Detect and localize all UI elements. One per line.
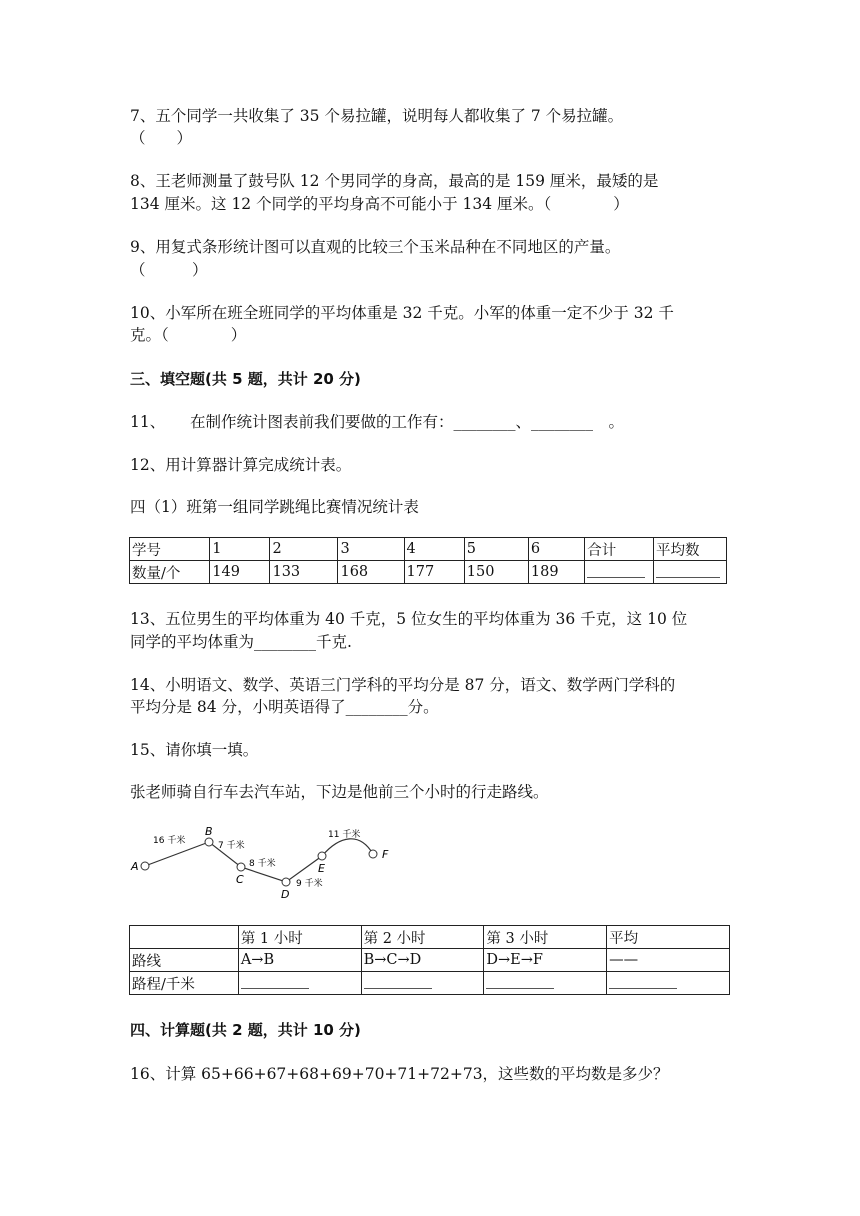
header-cell: 3 [338, 538, 404, 561]
point-a-marker [141, 862, 149, 870]
header-cell: 2 [270, 538, 338, 561]
question-16-text: 16、计算 65+66+67+68+69+70+71+72+73，这些数的平均数是多少？ [130, 1065, 669, 1083]
header-cell: 4 [404, 538, 464, 561]
route-table [129, 925, 730, 995]
point-d-label: D [281, 888, 290, 901]
total-answer-cell[interactable] [585, 561, 654, 584]
point-e-label: E [318, 862, 325, 875]
point-c-label: C [236, 873, 244, 886]
point-f-label: F [382, 848, 389, 861]
question-13-line1: 13、五位男生的平均体重为 40 千克，5 位女生的平均体重为 36 千克，这 10 位 [130, 610, 688, 628]
table-cell: B→C→D [361, 949, 484, 972]
header-cell: 合计 [585, 538, 654, 561]
distance-label-cd: 8 千米 [249, 859, 276, 869]
row-label: 路线 [130, 949, 239, 972]
distance-answer-cell[interactable] [238, 972, 361, 995]
header-cell: 第 1 小时 [238, 926, 361, 949]
question-15-text: 15、请你填一填。 [130, 741, 259, 759]
distance-label-ab: 16 千米 [153, 836, 186, 846]
header-cell: 平均数 [654, 538, 727, 561]
question-9-line1: 9、用复式条形统计图可以直观的比较三个玉米品种在不同地区的产量。 [130, 238, 621, 256]
table-caption: 四（1）班第一组同学跳绳比赛情况统计表 [130, 498, 419, 516]
section-3-heading: 三、填空题(共 5 题，共计 20 分) [130, 370, 361, 388]
question-14-line1: 14、小明语文、数学、英语三门学科的平均分是 87 分，语文、数学两门学科的 [130, 676, 676, 694]
point-a-label: A [131, 860, 139, 873]
table-row [130, 949, 730, 972]
route-diagram [125, 820, 405, 905]
point-f-marker [369, 850, 377, 858]
question-11-number: 11、 [130, 413, 166, 431]
header-cell: 第 2 小时 [361, 926, 484, 949]
average-answer-cell[interactable] [607, 972, 730, 995]
point-b-label: B [205, 825, 213, 838]
header-cell: 6 [528, 538, 584, 561]
distance-label-bc: 7 千米 [218, 841, 245, 851]
header-cell [130, 926, 239, 949]
table-cell: 133 [270, 561, 338, 584]
table-row [130, 972, 730, 995]
question-14-line2: 平均分是 84 分，小明英语得了________分。 [130, 698, 439, 716]
jump-rope-table [129, 537, 727, 584]
header-cell: 5 [464, 538, 528, 561]
point-d-marker [282, 878, 290, 886]
question-8-line1: 8、王老师测量了鼓号队 12 个男同学的身高，最高的是 159 厘米，最矮的是 [130, 172, 659, 190]
question-7-line1: 7、五个同学一共收集了 35 个易拉罐，说明每人都收集了 7 个易拉罐。 [130, 107, 624, 125]
header-cell: 学号 [130, 538, 210, 561]
question-15-description: 张老师骑自行车去汽车站，下边是他前三个小时的行走路线。 [130, 783, 549, 801]
distance-label-ef: 11 千米 [328, 830, 361, 840]
table-cell: A→B [238, 949, 361, 972]
question-10-line2: 克。（ ） [130, 326, 247, 344]
table-cell: 168 [338, 561, 404, 584]
table-header-row [130, 538, 727, 561]
average-answer-cell[interactable] [654, 561, 727, 584]
table-cell: —— [607, 949, 730, 972]
header-cell: 1 [210, 538, 270, 561]
question-13-line2: 同学的平均体重为________千克. [130, 633, 352, 651]
section-4-heading: 四、计算题(共 2 题，共计 10 分) [130, 1021, 361, 1039]
question-12-text: 12、用计算器计算完成统计表。 [130, 456, 352, 474]
table-row [130, 561, 727, 584]
point-e-marker [318, 852, 326, 860]
question-7-answer-bracket: （ ） [130, 129, 193, 147]
header-cell: 第 3 小时 [484, 926, 607, 949]
table-cell: 177 [404, 561, 464, 584]
table-header-row [130, 926, 730, 949]
distance-answer-cell[interactable] [484, 972, 607, 995]
question-8-line2: 134 厘米。这 12 个同学的平均身高不可能小于 134 厘米。（ ） [130, 195, 629, 213]
question-9-answer-bracket: （ ） [130, 261, 208, 279]
distance-label-de: 9 千米 [296, 879, 323, 889]
question-10-line1: 10、小军所在班全班同学的平均体重是 32 千克。小军的体重一定不少于 32 千 [130, 304, 674, 322]
table-cell: 149 [210, 561, 270, 584]
row-label: 路程/千米 [130, 972, 239, 995]
distance-answer-cell[interactable] [361, 972, 484, 995]
table-cell: 150 [464, 561, 528, 584]
question-11-text: 在制作统计图表前我们要做的工作有：________、________ 。 [190, 413, 625, 431]
table-cell: D→E→F [484, 949, 607, 972]
point-c-marker [237, 863, 245, 871]
table-cell: 189 [528, 561, 584, 584]
header-cell: 平均 [607, 926, 730, 949]
row-label: 数量/个 [130, 561, 210, 584]
point-b-marker [205, 838, 213, 846]
